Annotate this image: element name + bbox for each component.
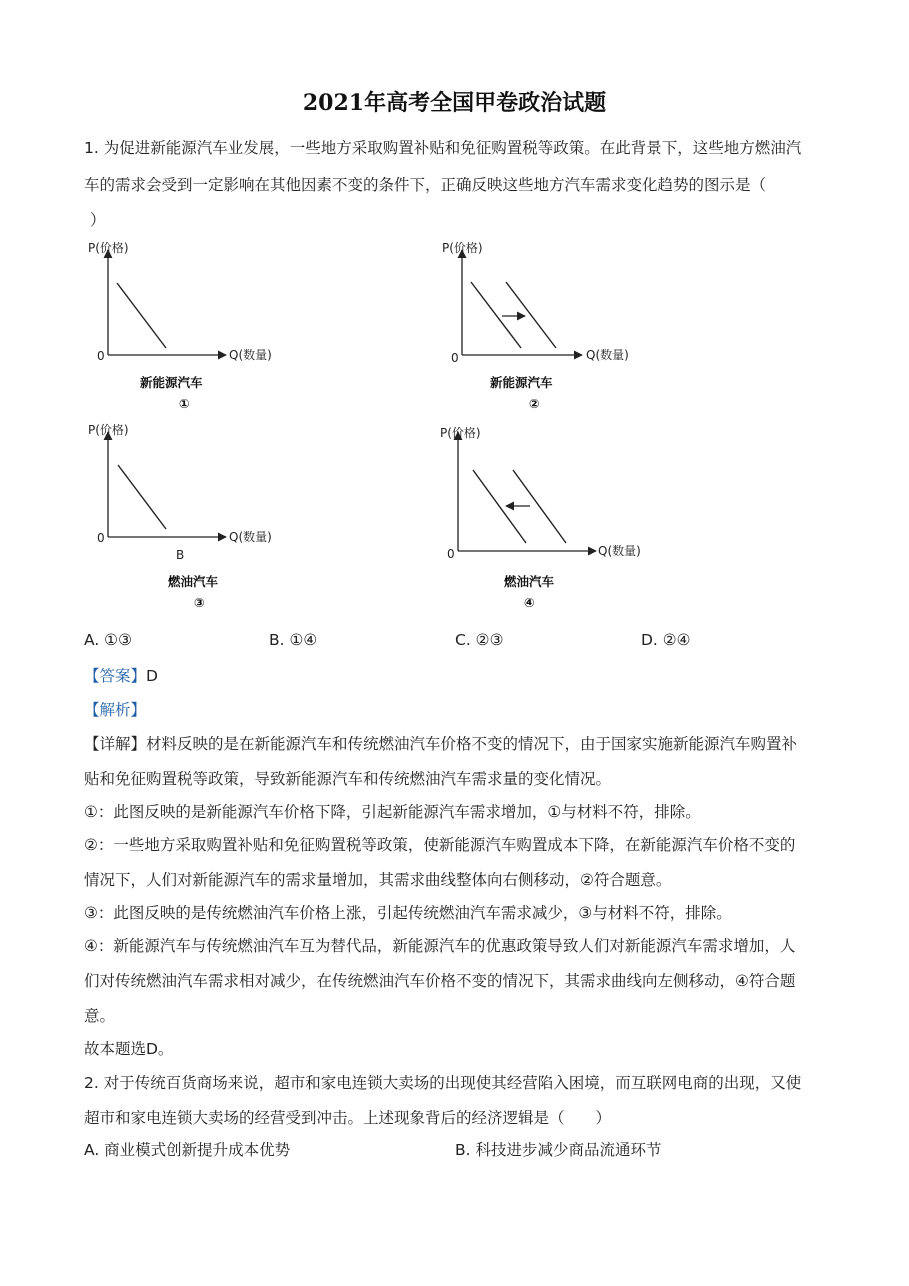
figure-3-demand-graph xyxy=(80,420,300,615)
figure-extra-label: B xyxy=(176,548,185,562)
explanation-line-2: 贴和免征购置税等政策，导致新能源汽车和传统燃油汽车需求量的变化情况。 xyxy=(84,770,612,788)
answer-label: 【答案】 xyxy=(84,667,147,685)
origin-label: 0 xyxy=(447,547,455,561)
x-axis-label: Q(数量) xyxy=(586,348,629,362)
question-2-text-line-1: 2. 对于传统百货商场来说，超市和家电连锁大卖场的出现使其经营陷入困境，而互联网电商的出现，又使 xyxy=(84,1074,802,1092)
question-2-option-a[interactable]: A. 商业模式创新提升成本优势 xyxy=(84,1141,291,1159)
explanation-line-8: 们对传统燃油汽车需求相对减少，在传统燃油汽车价格不变的情况下，其需求曲线向左侧移动，④符合题 xyxy=(84,972,796,990)
figure-1-demand-graph xyxy=(80,238,300,418)
figure-number: ① xyxy=(179,396,190,411)
origin-label: 0 xyxy=(97,349,105,363)
explanation-line-10: 故本题选D。 xyxy=(84,1040,174,1058)
y-axis-label: P(价格) xyxy=(442,241,483,255)
demand-curve xyxy=(117,283,166,348)
figure-caption: 新能源汽车 xyxy=(490,375,553,390)
explanation-line-1: 【详解】材料反映的是在新能源汽车和传统燃油汽车价格不变的情况下，由于国家实施新能源汽车购置补 xyxy=(84,735,798,753)
figure-2-demand-graph xyxy=(430,238,670,418)
explanation-line-3: ①：此图反映的是新能源汽车价格下降，引起新能源汽车需求增加，①与材料不符，排除。 xyxy=(84,803,701,821)
question-2-text-line-2: 超市和家电连锁大卖场的经营受到冲击。上述现象背后的经济逻辑是（ ） xyxy=(84,1109,612,1127)
figure-number: ④ xyxy=(524,595,535,610)
explanation-line-9: 意。 xyxy=(84,1007,116,1025)
figure-4-demand-graph xyxy=(430,420,670,615)
figure-caption: 燃油汽车 xyxy=(168,574,219,589)
option-a[interactable]: A. ①③ xyxy=(84,631,132,649)
y-axis-label: P(价格) xyxy=(88,423,129,437)
explanation-line-4: ②：一些地方采取购置补贴和免征购置税等政策，使新能源汽车购置成本下降，在新能源汽车价格不变的 xyxy=(84,836,796,854)
x-axis-label: Q(数量) xyxy=(229,530,272,544)
y-axis-label: P(价格) xyxy=(440,426,481,440)
explanation-line-6: ③：此图反映的是传统燃油汽车价格上涨，引起传统燃油汽车需求减少，③与材料不符，排除。 xyxy=(84,904,732,922)
y-axis-label: P(价格) xyxy=(88,241,129,255)
explanation-line-5: 情况下，人们对新能源汽车的需求量增加，其需求曲线整体向右侧移动，②符合题意。 xyxy=(84,871,672,889)
analysis-label: 【解析】 xyxy=(84,701,147,719)
origin-label: 0 xyxy=(97,531,105,545)
answer-value: D xyxy=(146,667,158,685)
figure-number: ③ xyxy=(194,595,205,610)
demand-curve xyxy=(118,465,166,529)
question-1-text-line-1: 1. 为促进新能源汽车业发展，一些地方采取购置补贴和免征购置税等政策。在此背景下，这些地方燃油汽 xyxy=(84,139,802,157)
option-c[interactable]: C. ②③ xyxy=(455,631,504,649)
question-2-option-b[interactable]: B. 科技进步减少商品流通环节 xyxy=(455,1141,662,1159)
x-axis-label: Q(数量) xyxy=(598,544,641,558)
question-1-text-line-2: 车的需求会受到一定影响在其他因素不变的条件下，正确反映这些地方汽车需求变化趋势的图示是（ xyxy=(84,176,767,194)
question-1-text-line-3: ） xyxy=(90,211,106,229)
figure-number: ② xyxy=(529,396,540,411)
figure-caption: 燃油汽车 xyxy=(504,574,555,589)
x-axis-label: Q(数量) xyxy=(229,348,272,362)
paper-title: 2021年高考全国甲卷政治试题 xyxy=(302,90,607,116)
explanation-line-7: ④：新能源汽车与传统燃油汽车互为替代品，新能源汽车的优惠政策导致人们对新能源汽车需求增加，人 xyxy=(84,937,796,955)
origin-label: 0 xyxy=(451,351,459,365)
figure-caption: 新能源汽车 xyxy=(140,375,203,390)
answer-line xyxy=(84,664,158,686)
option-b[interactable]: B. ①④ xyxy=(269,631,318,649)
option-d[interactable]: D. ②④ xyxy=(641,631,691,649)
